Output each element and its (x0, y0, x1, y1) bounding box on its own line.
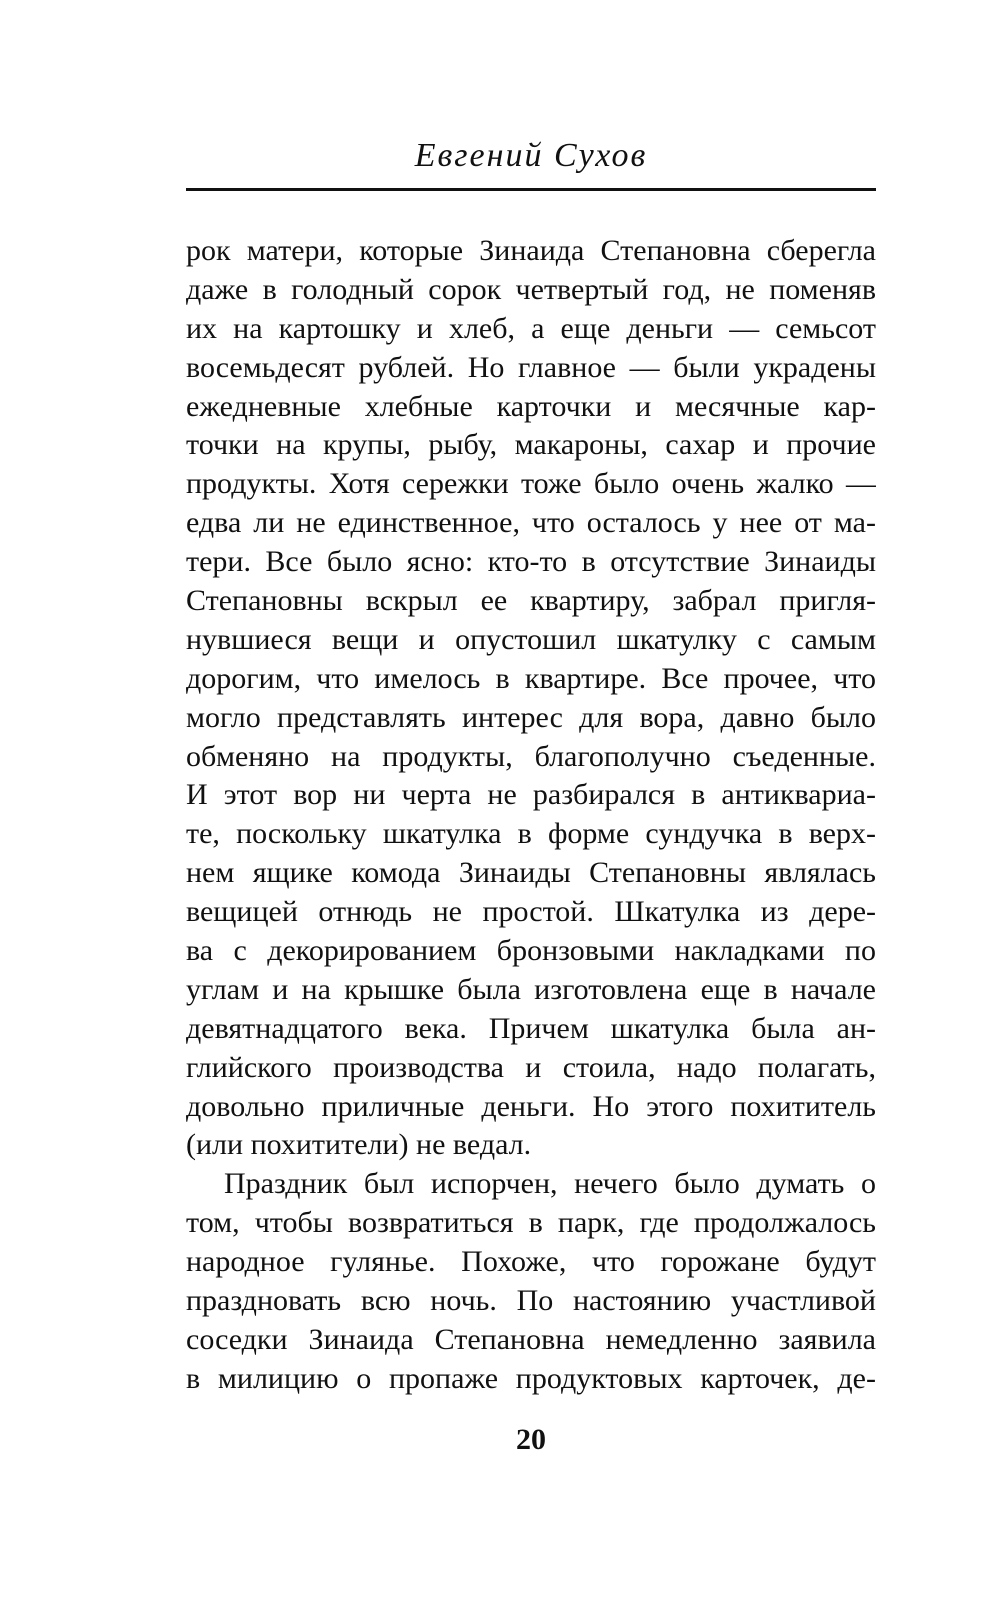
text-line: вещицей отнюдь не простой. Шкатулка из дере- (186, 895, 876, 929)
text-line: могло представлять интерес для вора, давно было (186, 700, 876, 734)
text-line: ежедневные хлебные карточки и месячные кар- (186, 389, 876, 423)
text-line: дорогим, что имелось в квартире. Все прочее, что (186, 661, 876, 695)
text-line: продукты. Хотя сережки тоже было очень жалко — (186, 467, 876, 501)
text-line: Степановны вскрыл ее квартиру, забрал пригля- (186, 584, 876, 618)
text-line: нем ящике комода Зинаиды Степановны являлась (186, 856, 876, 890)
text-line: рок матери, которые Зинаида Степановна сберегла (186, 234, 876, 267)
text-line: довольно приличные деньги. Но этого похититель (186, 1089, 876, 1123)
body-text (186, 232, 876, 1399)
text-line: даже в голодный сорок четвертый год, не поменяв (186, 272, 876, 306)
text-line: обменяно на продукты, благополучно съеденные. (186, 739, 876, 773)
text-line: праздновать всю ночь. По настоянию участливой (186, 1284, 876, 1318)
text-line: глийского производства и стоила, надо полагать, (186, 1050, 876, 1084)
page-number: 20 (516, 1423, 546, 1456)
text-line: девятнадцатого века. Причем шкатулка была ан- (186, 1011, 876, 1045)
text-line: соседки Зинаида Степановна немедленно заявила (186, 1322, 876, 1356)
text-line: в милицию о пропаже продуктовых карточек, де- (186, 1361, 876, 1395)
text-line: ва с декорированием бронзовыми накладками по (186, 934, 876, 968)
paragraph-1 (186, 232, 876, 1165)
running-head-author: Евгений Сухов (414, 137, 648, 174)
text-line: точки на крупы, рыбу, макароны, сахар и прочие (186, 428, 876, 462)
paragraph-2 (186, 1165, 876, 1398)
text-line: (или похитители) не ведал. (186, 1128, 532, 1162)
header-rule (186, 188, 876, 191)
text-line: том, чтобы возвратиться в парк, где продолжалось (186, 1206, 876, 1240)
text-line: те, поскольку шкатулка в форме сундучка в верх- (186, 817, 876, 851)
text-line: тери. Все было ясно: кто-то в отсутствие Зинаиды (186, 545, 876, 579)
text-line: Праздник был испорчен, нечего было думать о (224, 1167, 876, 1201)
text-line: углам и на крышке была изготовлена еще в начале (186, 972, 876, 1006)
text-line: И этот вор ни черта не разбирался в антиквариа- (186, 778, 876, 812)
text-line: народное гулянье. Похоже, что горожане будут (186, 1245, 876, 1279)
text-line: нувшиеся вещи и опустошил шкатулку с самым (186, 622, 876, 656)
text-line: едва ли не единственное, что осталось у нее от ма- (186, 506, 876, 540)
text-line: их на картошку и хлеб, а еще деньги — семьсот (186, 311, 876, 345)
text-line: восемьдесят рублей. Но главное — были украдены (186, 350, 876, 384)
